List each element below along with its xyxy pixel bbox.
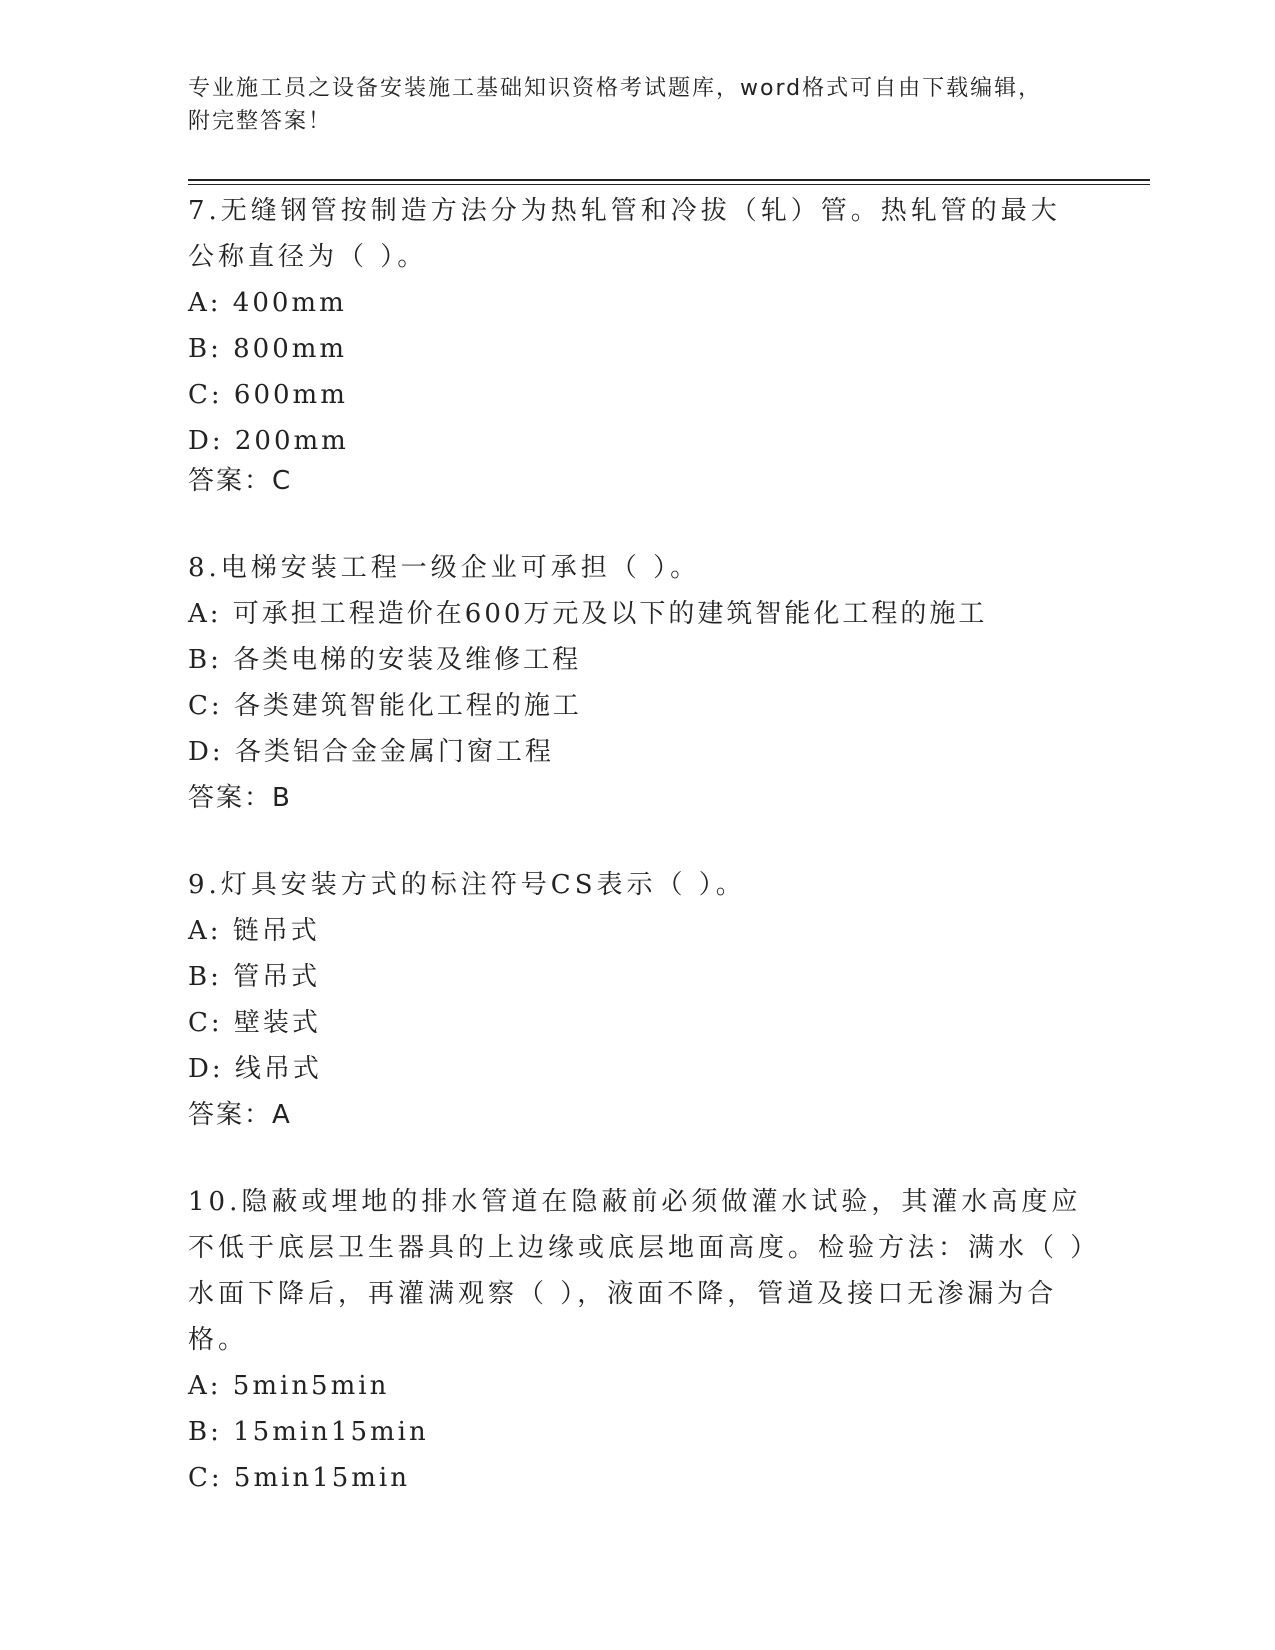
document-header xyxy=(188,72,1088,138)
answer: 答案：A xyxy=(188,1100,292,1130)
question-text: 10.隐蔽或埋地的排水管道在隐蔽前必须做灌水试验，其灌水高度应不低于底层卫生器具的上边缘或底层地面高度。检验方法：满水（ ）水面下降后，再灌满观察（ ），液面不降，管道及接口无渗漏为合格。 xyxy=(188,1187,1088,1355)
question-10 xyxy=(188,1179,1088,1501)
option-a: A: 可承担工程造价在600万元及以下的建筑智能化工程的施工 xyxy=(188,599,988,629)
question-8 xyxy=(188,545,1088,821)
header-line-2: 附完整答案！ xyxy=(188,109,333,134)
question-text: 7.无缝钢管按制造方法分为热轧管和冷拔（轧）管。热轧管的最大公称直径为（ ）。 xyxy=(188,196,1061,272)
answer: 答案：C xyxy=(188,466,293,496)
option-c: C: 5min15min xyxy=(188,1463,410,1493)
option-c: C: 600mm xyxy=(188,380,348,410)
option-c: C: 各类建筑智能化工程的施工 xyxy=(188,691,582,721)
option-b: B: 各类电梯的安装及维修工程 xyxy=(188,645,582,675)
question-text: 8.电梯安装工程一级企业可承担（ ）。 xyxy=(188,553,701,583)
answer: 答案：B xyxy=(188,783,292,813)
option-a: A: 链吊式 xyxy=(188,916,320,946)
option-d: D: 200mm xyxy=(188,426,349,456)
option-b: B: 管吊式 xyxy=(188,962,321,992)
option-b: B: 15min15min xyxy=(188,1417,429,1447)
option-a: A: 5min5min xyxy=(188,1371,390,1401)
option-d: D: 线吊式 xyxy=(188,1054,322,1084)
header-line-1: 专业施工员之设备安装施工基础知识资格考试题库，word格式可自由下载编辑， xyxy=(188,76,1043,101)
question-9 xyxy=(188,862,1088,1138)
question-text: 9.灯具安装方式的标注符号CS表示（ ）。 xyxy=(188,870,746,900)
question-list xyxy=(188,188,1088,1542)
question-7 xyxy=(188,188,1088,504)
option-a: A: 400mm xyxy=(188,288,347,318)
option-d: D: 各类铝合金金属门窗工程 xyxy=(188,737,554,767)
option-c: C: 壁装式 xyxy=(188,1008,321,1038)
header-divider-thin xyxy=(188,184,1150,185)
option-b: B: 800mm xyxy=(188,334,348,364)
header-divider-thick xyxy=(188,179,1150,181)
